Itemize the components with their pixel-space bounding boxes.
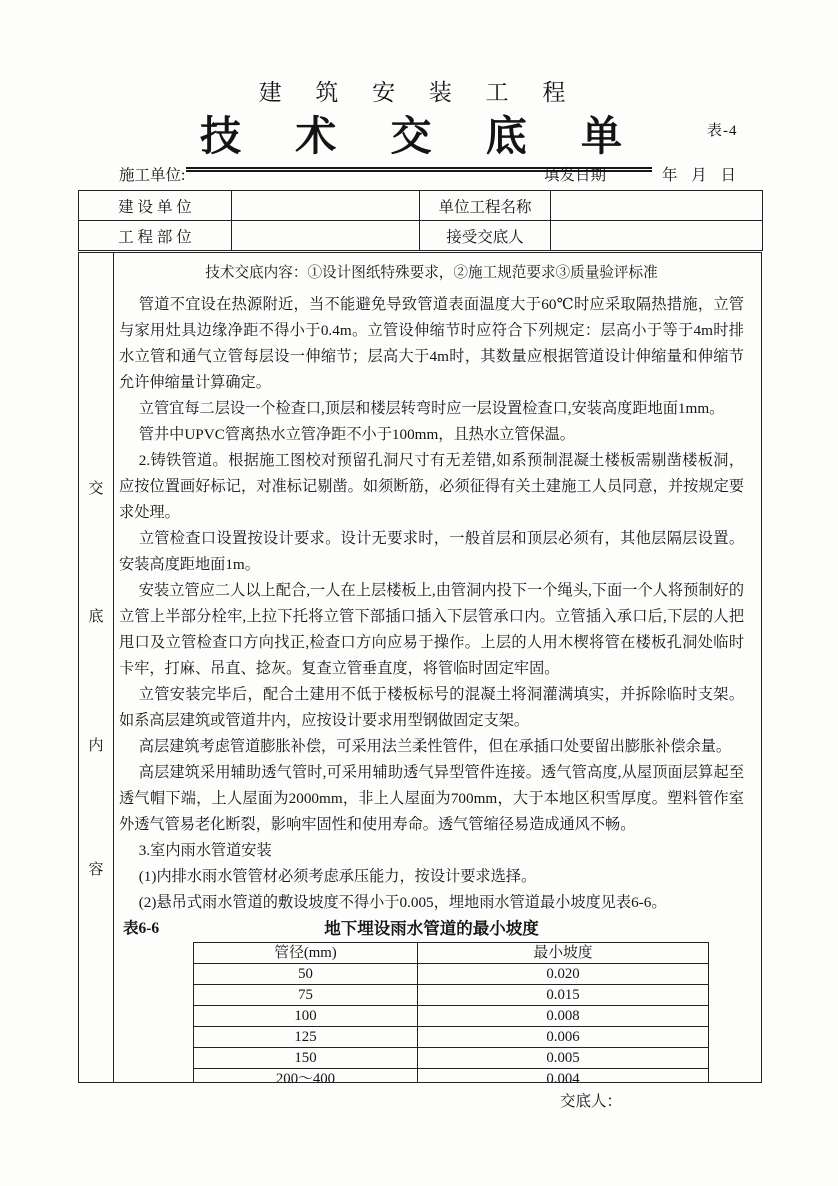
table-cell: 50 xyxy=(194,964,418,985)
table-cell: 0.005 xyxy=(418,1048,709,1069)
slope-table xyxy=(193,942,709,1082)
content-paragraph: (2)悬吊式雨水管道的敷设坡度不得小于0.005，埋地雨水管道最小坡度见表6-6。 xyxy=(138,894,667,911)
side-label-char: 交 xyxy=(88,480,104,497)
content-paragraph: 3.室内雨水管道安装 xyxy=(138,842,272,859)
content-paragraph: 立管检查口设置按设计要求。设计无要求时，一般首层和顶层必须有，其他层隔层设置。安装高度距地面1m。 xyxy=(119,530,744,573)
side-label-char: 底 xyxy=(88,609,104,626)
table-cell: 125 xyxy=(194,1027,418,1048)
issue-date-value: 年 月 日 xyxy=(662,167,739,184)
table-row xyxy=(79,221,763,251)
document-supertitle: 建 筑 安 装 工 程 xyxy=(258,80,580,105)
issue-date-label: 填发日期 xyxy=(544,167,607,184)
content-paragraph: 高层建筑采用辅助透气管时,可采用辅助透气异型管件连接。透气管高度,从屋顶面层算起至透气帽下端，上人屋面为2000mm，非上人屋面为700mm，大于本地区积雪厚度。塑料管作室外透气管易老化断裂，影响牢固性和使用寿命。透气管缩径易造成通风不畅。 xyxy=(119,764,744,833)
paragraph-list xyxy=(119,292,744,916)
content-note: 技术交底内容：①设计图纸特殊要求，②施工规范要求③质量验评标准 xyxy=(205,265,658,281)
table-cell: 0.006 xyxy=(418,1027,709,1048)
slope-table-row xyxy=(194,964,709,985)
content-paragraph: 安装立管应二人以上配合,一人在上层楼板上,由管洞内投下一个绳头,下面一个人将预制好的立管上半部分栓牢,上拉下托将立管下部插口插入下层管承口内。立管插入承口后,下层的人把甩口及立管检查口方向找正,检查口方向应易于操作。上层的人用木楔将管在楼板孔洞处临时卡牢，打麻、吊直、捻灰。复查立管垂直度，将管临时固定牢固。 xyxy=(119,582,744,677)
slope-table-row xyxy=(194,1006,709,1027)
disclosure-receiver-field[interactable] xyxy=(551,221,763,251)
table-cell: 200～400 xyxy=(194,1069,418,1083)
table-cell: 管径(mm) xyxy=(194,943,418,964)
unit-project-name-field[interactable] xyxy=(551,191,763,221)
project-part-field[interactable] xyxy=(232,221,420,251)
content-paragraph: 立管宜每二层设一个检查口,顶层和楼层转弯时应一层设置检查口,安装高度距地面1mm。 xyxy=(138,400,725,417)
slope-table-title: 地下埋设雨水管道的最小坡度 xyxy=(324,919,539,938)
page-title: 技 术 交 底 单 xyxy=(186,103,652,172)
content-paragraph: 高层建筑考虑管道膨胀补偿，可采用法兰柔性管件，但在承插口处要留出膨胀补偿余量。 xyxy=(138,738,732,755)
table-cell: 0.004 xyxy=(418,1069,709,1083)
info-table xyxy=(78,190,763,251)
content-paragraph: 管道不宜设在热源附近，当不能避免导致管道表面温度大于60℃时应采取隔热措施，立管与家用灶具边缘净距不得小于0.4m。立管设伸缩节时应符合下列规定：层高小于等于4m时排水立管和通气立管每层设一伸缩节；层高大于4m时，其数量应根据管道设计伸缩量和伸缩节允许伸缩量计算确定。 xyxy=(119,296,744,391)
content-paragraph: 2.铸铁管道。根据施工图校对预留孔洞尺寸有无差错,如系预制混凝土楼板需剔凿楼板洞，应按位置画好标记，对准标记剔凿。如须断筋，必须征得有关土建施工人员同意，并按规定要求处理。 xyxy=(119,452,744,521)
content-paragraph: (1)内排水雨水管管材必须考虑承压能力，按设计要求选择。 xyxy=(138,868,537,885)
unit-project-name-label: 单位工程名称 xyxy=(420,191,551,221)
table-row xyxy=(79,191,763,221)
table-cell: 75 xyxy=(194,985,418,1006)
disclosure-receiver-label: 接受交底人 xyxy=(420,221,551,251)
table-cell: 100 xyxy=(194,1006,418,1027)
construction-org-field[interactable] xyxy=(232,191,420,221)
slope-table-label: 表6-6 xyxy=(123,920,160,937)
discloser-label: 交底人： xyxy=(560,1093,623,1110)
slope-table-block xyxy=(119,917,744,1082)
table-cell: 0.008 xyxy=(418,1006,709,1027)
side-label-char: 容 xyxy=(88,862,104,879)
disclosure-content-box xyxy=(78,252,762,1083)
content-area xyxy=(114,253,761,1082)
construction-unit-label: 施工单位: xyxy=(119,167,186,184)
content-paragraph: 立管安装完毕后，配合土建用不低于楼板标号的混凝土将洞灌满填实，并拆除临时支架。如系高层建筑或管道井内，应按设计要求用型钢做固定支架。 xyxy=(119,686,744,729)
slope-table-header-row xyxy=(194,943,709,964)
meta-row xyxy=(78,163,762,185)
slope-table-row xyxy=(194,1027,709,1048)
content-paragraph: 管井中UPVC管离热水立管净距不小于100mm，且热水立管保温。 xyxy=(138,426,575,443)
table-cell: 最小坡度 xyxy=(418,943,709,964)
slope-table-row xyxy=(194,1048,709,1069)
slope-table-row xyxy=(194,1069,709,1083)
side-label-column xyxy=(79,253,114,1082)
table-cell: 0.015 xyxy=(418,985,709,1006)
slope-table-caption xyxy=(119,917,744,942)
slope-table-row xyxy=(194,985,709,1006)
project-part-label: 工 程 部 位 xyxy=(79,221,232,251)
table-cell: 0.020 xyxy=(418,964,709,985)
construction-org-label: 建 设 单 位 xyxy=(79,191,232,221)
footer-row xyxy=(0,1089,838,1113)
table-cell: 150 xyxy=(194,1048,418,1069)
side-label-char: 内 xyxy=(88,737,104,754)
form-code-label: 表-4 xyxy=(707,123,738,139)
